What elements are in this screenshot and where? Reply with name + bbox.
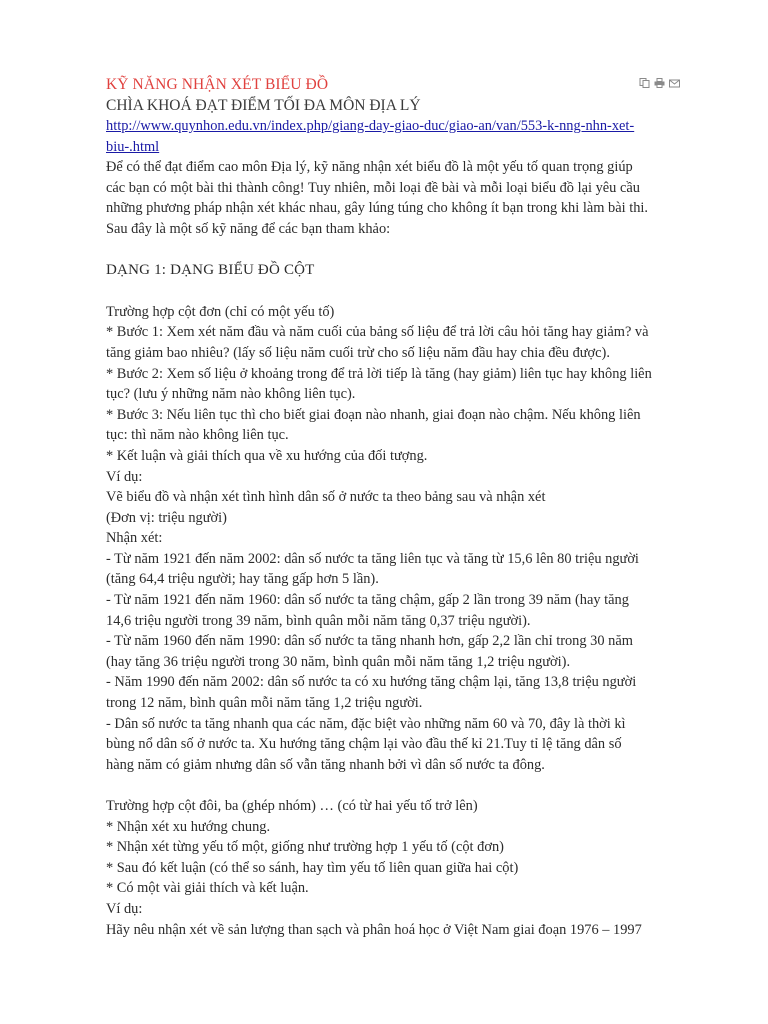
text-line: - Từ năm 1960 đến năm 1990: dân số nước ta tăng nhanh hơn, gấp 2,2 lần chỉ trong 30 năm <box>106 633 633 650</box>
text-line: Vẽ biểu đồ và nhận xét tình hình dân số ở nước ta theo bảng sau và nhận xét <box>106 489 546 506</box>
text-line: * Nhận xét xu hướng chung. <box>106 818 271 835</box>
document-body <box>106 74 686 940</box>
text-line: Nhận xét: <box>106 530 163 547</box>
text-line: * Bước 1: Xem xét năm đầu và năm cuối của bảng số liệu để trả lời câu hỏi tăng hay giảm? và <box>106 324 649 341</box>
text-line: trong 12 năm, bình quân mỗi năm tăng 1,2 triệu người. <box>106 695 423 712</box>
document-title: KỸ NĂNG NHẬN XÉT BIỂU ĐỒ <box>106 76 329 93</box>
text-line: Ví dụ: <box>106 900 143 917</box>
text-line: * Sau đó kết luận (có thể so sánh, hay tìm yếu tố liên quan giữa hai cột) <box>106 859 519 876</box>
text-line: Trường hợp cột đôi, ba (ghép nhóm) … (có từ hai yếu tố trở lên) <box>106 798 478 814</box>
text-line: bùng nổ dân số ở nước ta. Xu hướng tăng chậm lại vào đầu thế kỉ 21.Tuy tỉ lệ tăng dân số <box>106 736 622 753</box>
text-line: Ví dụ: <box>106 468 143 485</box>
intro-line: những phương pháp nhận xét khác nhau, gây lúng túng cho không ít bạn trong khi làm bài thi. <box>106 200 648 217</box>
intro-line: Sau đây là một số kỹ năng để các bạn tham khảo: <box>106 220 391 237</box>
text-line: tăng giảm bao nhiêu? (lấy số liệu năm cuối trừ cho số liệu năm đầu hay chia đều được). <box>106 344 610 361</box>
text-line: * Nhận xét từng yếu tố một, giống như trường hợp 1 yếu tố (cột đơn) <box>106 839 504 856</box>
spacer <box>106 240 686 261</box>
text-line: Trường hợp cột đơn (chỉ có một yếu tố) <box>106 303 335 320</box>
text-line: (hay tăng 36 triệu người trong 30 năm, bình quân mỗi năm tăng 1,2 triệu người). <box>106 653 571 670</box>
text-line: * Bước 3: Nếu liên tục thì cho biết giai đoạn nào nhanh, giai đoạn nào chậm. Nếu không liên <box>106 406 641 423</box>
intro-line: Để có thể đạt điểm cao môn Địa lý, kỹ năng nhận xét biểu đồ là một yếu tố quan trọng giúp <box>106 159 633 176</box>
intro-line: các bạn có một bài thi thành công! Tuy nhiên, mỗi loại đề bài và mỗi loại biểu đồ lại yêu cầu <box>106 179 640 196</box>
spacer <box>106 281 686 302</box>
section-heading: DẠNG 1: DẠNG BIỂU ĐỒ CỘT <box>106 262 315 279</box>
text-line: tục: thì năm nào không liên tục. <box>106 427 289 444</box>
text-line: * Bước 2: Xem số liệu ở khoảng trong để trả lời tiếp là tăng (hay giảm) liên tục hay không liên <box>106 365 652 382</box>
text-line: - Từ năm 1921 đến năm 1960: dân số nước ta tăng chậm, gấp 2 lần trong 39 năm (hay tăng <box>106 592 629 609</box>
source-link[interactable] <box>106 116 686 157</box>
text-line: - Năm 1990 đến năm 2002: dân số nước ta có xu hướng tăng chậm lại, tăng 13,8 triệu người <box>106 674 637 691</box>
grouped-column-case <box>106 796 686 940</box>
intro-paragraph <box>106 157 686 239</box>
text-line: * Kết luận và giải thích qua về xu hướng của đối tượng. <box>106 447 428 464</box>
text-line: 14,6 triệu người trong 39 năm, bình quân mỗi năm tăng 0,37 triệu người). <box>106 612 531 629</box>
text-line: tục? (lưu ý những năm nào không liên tục). <box>106 386 356 403</box>
text-line: (Đơn vị: triệu người) <box>106 509 227 526</box>
text-line: Hãy nêu nhận xét về sản lượng than sạch và phân hoá học ở Việt Nam giai đoạn 1976 – 1997 <box>106 921 642 938</box>
single-column-case <box>106 302 686 776</box>
text-line: (tăng 64,4 triệu người; hay tăng gấp hơn 5 lần). <box>106 571 379 588</box>
source-link-line-2: biu-.html <box>106 138 160 155</box>
text-line: - Dân số nước ta tăng nhanh qua các năm, đặc biệt vào những năm 60 và 70, đây là thời kì <box>106 715 626 732</box>
text-line: hàng năm có giảm nhưng dân số vẫn tăng nhanh bởi vì dân số nước ta đông. <box>106 756 545 773</box>
document-subtitle: CHÌA KHOÁ ĐẠT ĐIỂM TỐI ĐA MÔN ĐỊA LÝ <box>106 97 421 114</box>
text-line: * Có một vài giải thích và kết luận. <box>106 880 309 897</box>
source-link-line-1: http://www.quynhon.edu.vn/index.php/giang-day-giao-duc/giao-an/van/553-k-nng-nhn-xet- <box>106 118 635 134</box>
spacer <box>106 775 686 796</box>
text-line: - Từ năm 1921 đến năm 2002: dân số nước ta tăng liên tục và tăng từ 15,6 lên 80 triệu người <box>106 550 639 567</box>
